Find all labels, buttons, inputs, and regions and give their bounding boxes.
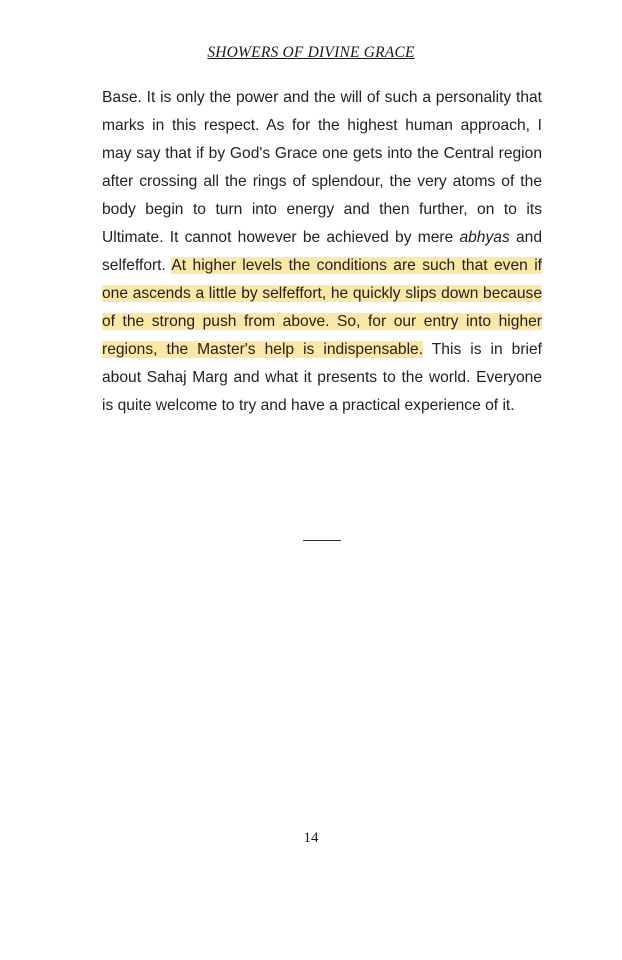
- running-title: SHOWERS OF DIVINE GRACE: [207, 44, 415, 61]
- highlighted-passage[interactable]: At higher levels the conditions are such that even if one ascends a little by selfeffort, he quickly slips down because of the strong push from above. So, for our entry into higher regions, the Master's help is indispensable.: [102, 257, 543, 358]
- body-text-part-2: and selfeffort.: [102, 229, 542, 274]
- italic-term-abhyas: abhyas: [459, 229, 510, 246]
- section-end-rule: [303, 540, 341, 541]
- body-text-part-3: This is in brief about Sahaj Marg and what it presents to the world. Everyone is quite welcome to try and have a practical experience of it.: [102, 341, 542, 414]
- body-paragraph: [102, 84, 542, 420]
- page-number: 14: [303, 830, 319, 846]
- body-text-part-1: Base. It is only the power and the will of such a personality that marks in this respect. As for the highest human approach, I may say that if by God's Grace one gets into the Central region after crossing all the rings of splendour, the very atoms of the body begin to turn into energy and then further, on to its Ultimate. It cannot however be achieved by mere: [102, 89, 542, 246]
